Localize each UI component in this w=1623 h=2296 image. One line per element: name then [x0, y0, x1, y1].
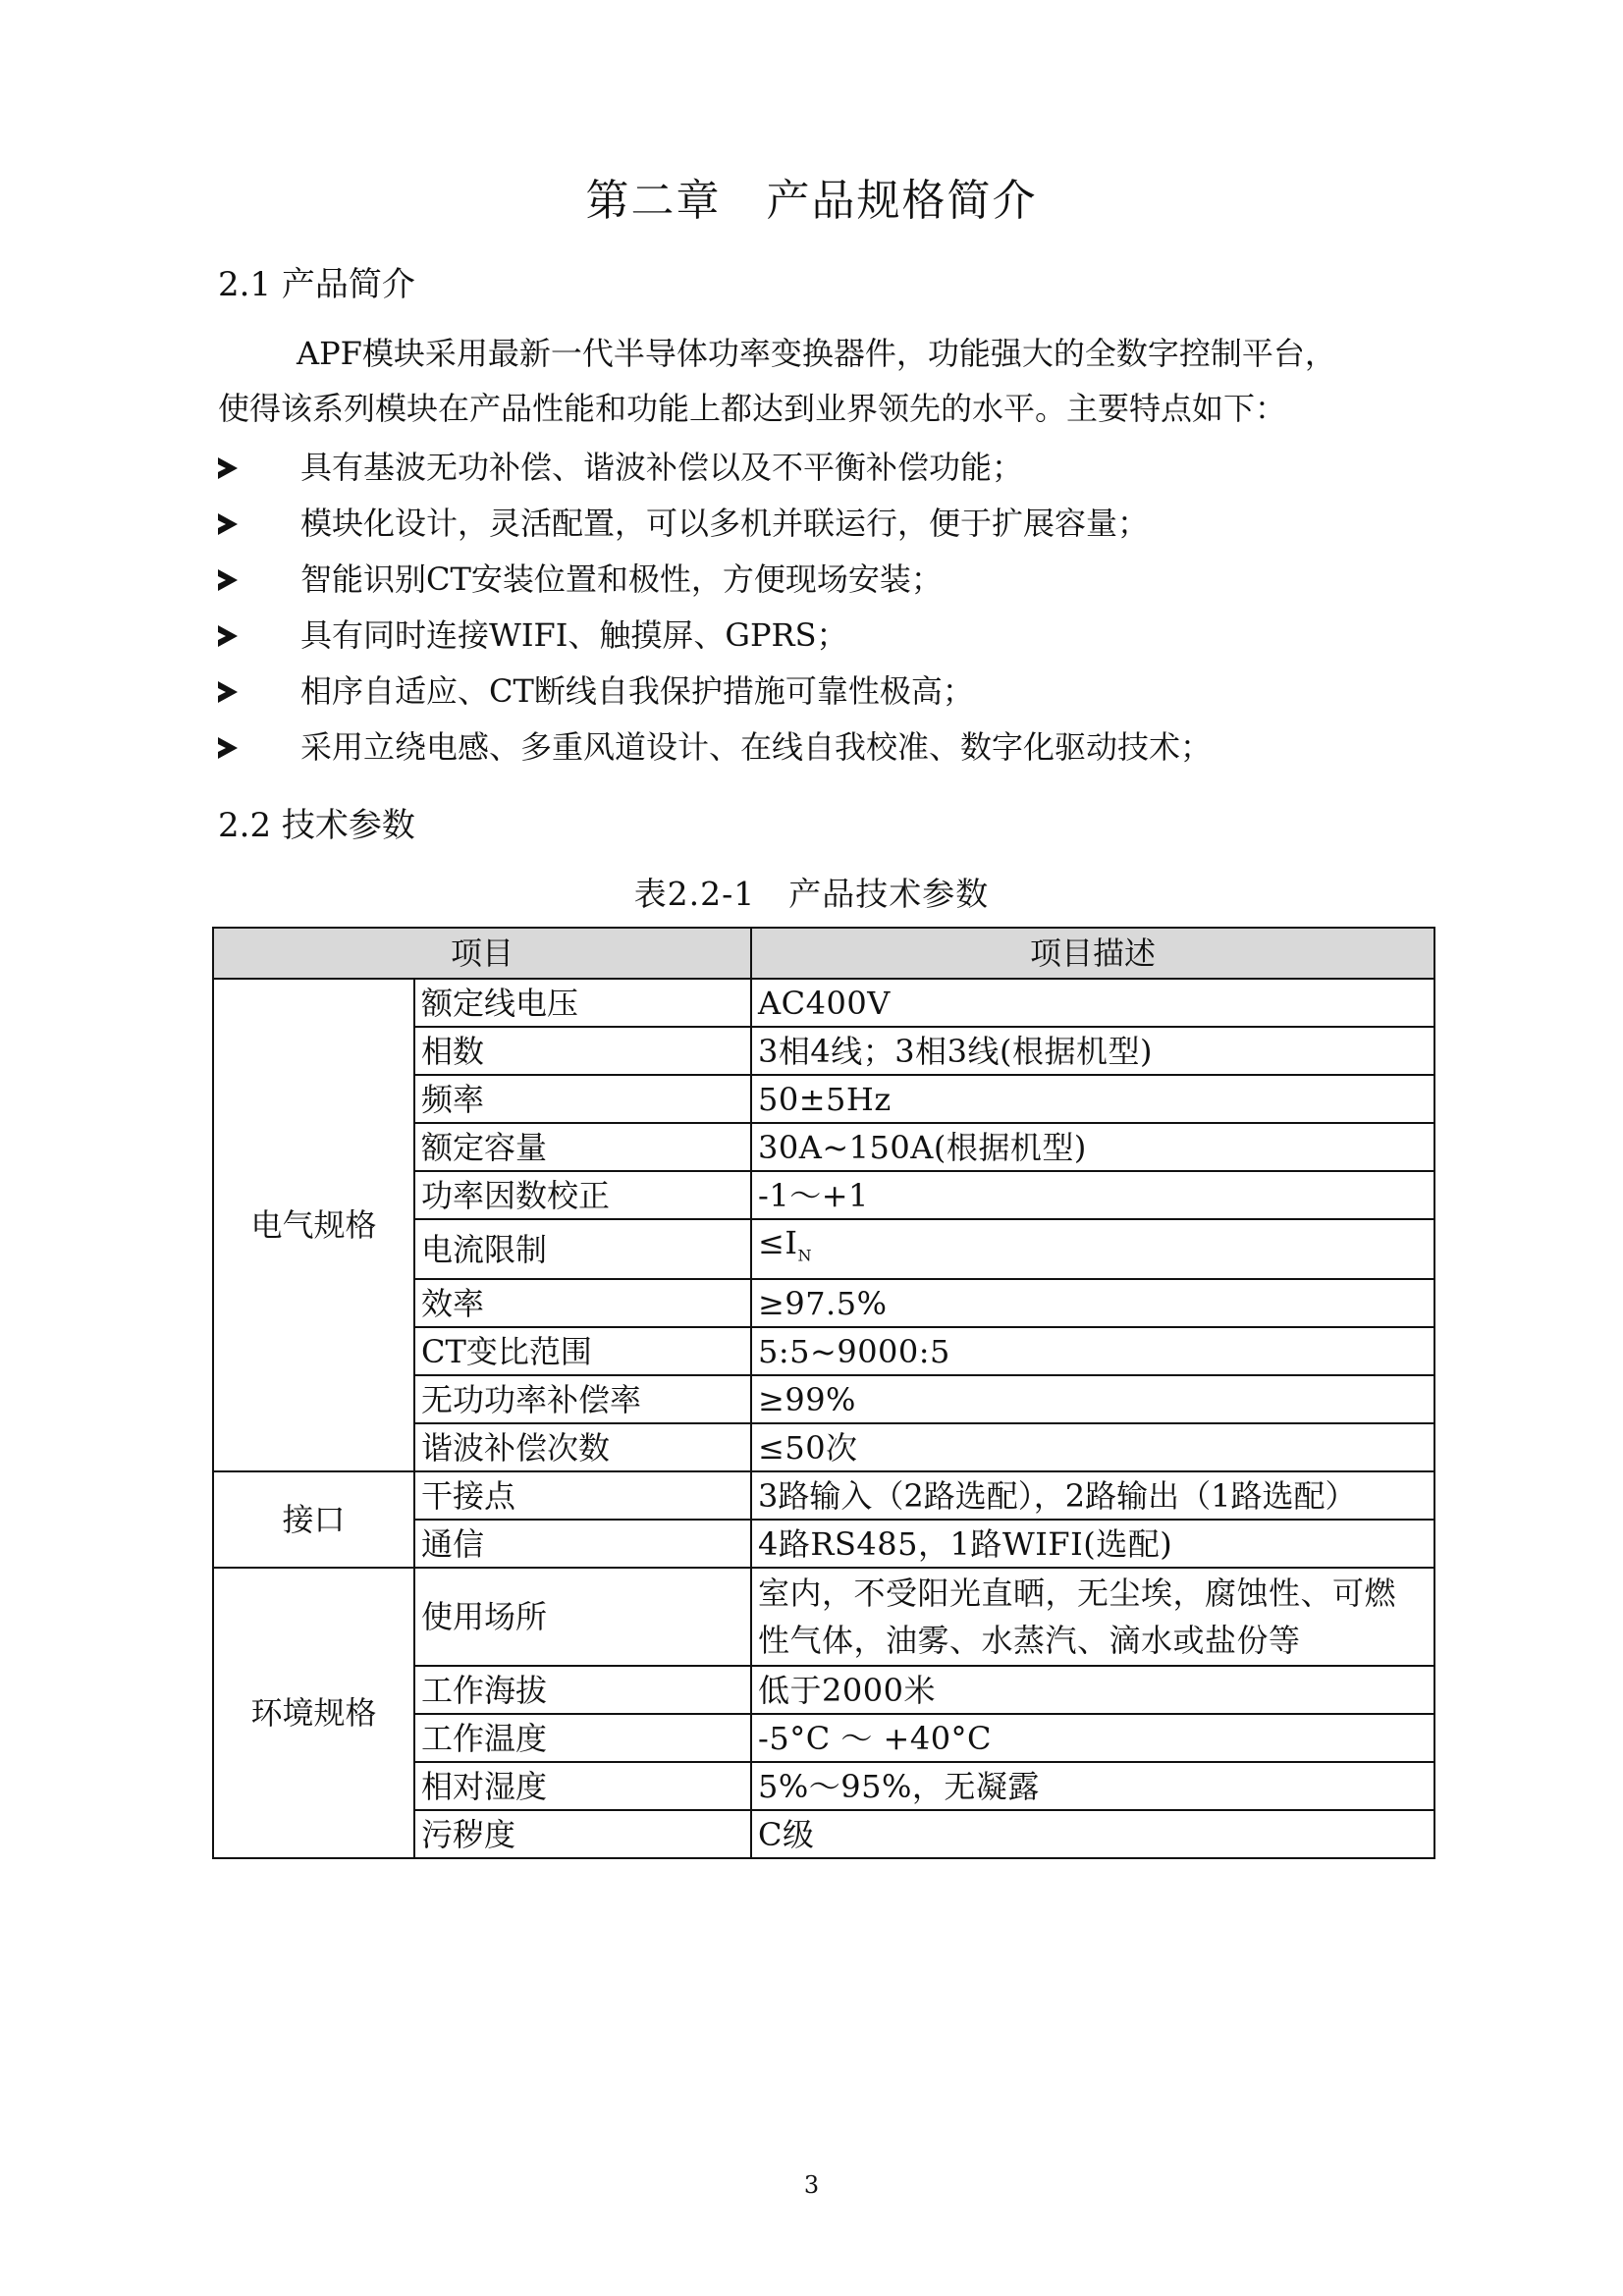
current-limit-subscript: N [797, 1246, 812, 1265]
section-heading-product-intro: 2.1 产品简介 [218, 265, 415, 304]
table-row [213, 1568, 1434, 1666]
item-description [751, 1219, 1434, 1279]
item-name: 无功功率补偿率 [414, 1375, 751, 1423]
spec-table [212, 927, 1435, 1859]
item-description: 5%～95%，无凝露 [751, 1762, 1434, 1810]
item-name: 频率 [414, 1075, 751, 1123]
table-header-row [213, 928, 1434, 979]
arrow-bullet-icon [218, 737, 238, 759]
item-description: -1～+1 [751, 1171, 1434, 1219]
item-description: C级 [751, 1810, 1434, 1858]
feature-list [218, 440, 1445, 775]
table-row [213, 979, 1434, 1027]
header-description: 项目描述 [751, 928, 1434, 979]
item-name: 功率因数校正 [414, 1171, 751, 1219]
item-name: 额定容量 [414, 1123, 751, 1171]
list-item: 模块化设计，灵活配置，可以多机并联运行，便于扩展容量； [218, 496, 1445, 552]
item-name: 使用场所 [414, 1568, 751, 1666]
item-name: 相对湿度 [414, 1762, 751, 1810]
item-name: 污秽度 [414, 1810, 751, 1858]
list-item: 具有基波无功补偿、谐波补偿以及不平衡补偿功能； [218, 440, 1445, 496]
group-environment: 环境规格 [213, 1568, 414, 1858]
item-description: 5:5~9000:5 [751, 1327, 1434, 1375]
chapter-title: 第二章 产品规格简介 [585, 176, 1038, 226]
intro-paragraph [218, 326, 1426, 436]
item-description: ≤50次 [751, 1423, 1434, 1471]
arrow-bullet-icon [218, 569, 238, 591]
item-name: 谐波补偿次数 [414, 1423, 751, 1471]
table-row [213, 1471, 1434, 1520]
item-description: 低于2000米 [751, 1666, 1434, 1714]
header-item: 项目 [213, 928, 751, 979]
list-item: 智能识别CT安装位置和极性，方便现场安装； [218, 552, 1445, 608]
item-name: 通信 [414, 1520, 751, 1568]
item-name: 效率 [414, 1279, 751, 1327]
list-item: 采用立绕电感、多重风道设计、在线自我校准、数字化驱动技术； [218, 720, 1445, 775]
item-name: 干接点 [414, 1471, 751, 1520]
item-description: ≥99% [751, 1375, 1434, 1423]
item-description: 3相4线；3相3线(根据机型) [751, 1027, 1434, 1075]
item-description: 4路RS485，1路WIFI(选配) [751, 1520, 1434, 1568]
item-name: 工作温度 [414, 1714, 751, 1762]
arrow-bullet-icon [218, 513, 238, 535]
item-description: AC400V [751, 979, 1434, 1027]
list-item: 相序自适应、CT断线自我保护措施可靠性极高； [218, 664, 1445, 720]
item-description: 室内，不受阳光直晒，无尘埃，腐蚀性、可燃性气体，油雾、水蒸汽、滴水或盐份等 [751, 1568, 1434, 1666]
current-limit-text: ≤I [758, 1224, 798, 1261]
intro-paragraph-line-1: APF模块采用最新一代半导体功率变换器件，功能强大的全数字控制平台， [297, 335, 1336, 372]
arrow-bullet-icon [218, 457, 238, 479]
intro-paragraph-line-2: 使得该系列模块在产品性能和功能上都达到业界领先的水平。主要特点如下： [218, 390, 1287, 427]
item-description: 50±5Hz [751, 1075, 1434, 1123]
arrow-bullet-icon [218, 625, 238, 647]
item-description: 30A~150A(根据机型) [751, 1123, 1434, 1171]
section-heading-tech-params: 2.2 技术参数 [218, 806, 415, 845]
item-name: 相数 [414, 1027, 751, 1075]
item-name: CT变比范围 [414, 1327, 751, 1375]
arrow-bullet-icon [218, 681, 238, 703]
item-name: 工作海拔 [414, 1666, 751, 1714]
list-item: 具有同时连接WIFI、触摸屏、GPRS； [218, 608, 1445, 664]
item-description: ≥97.5% [751, 1279, 1434, 1327]
item-name: 额定线电压 [414, 979, 751, 1027]
page-number: 3 [803, 2171, 820, 2199]
group-electrical: 电气规格 [213, 979, 414, 1471]
group-interface: 接口 [213, 1471, 414, 1568]
item-description: -5°C ～ +40°C [751, 1714, 1434, 1762]
item-description: 3路输入（2路选配），2路输出（1路选配） [751, 1471, 1434, 1520]
item-name: 电流限制 [414, 1219, 751, 1279]
table-caption: 表2.2-1 产品技术参数 [633, 875, 990, 913]
